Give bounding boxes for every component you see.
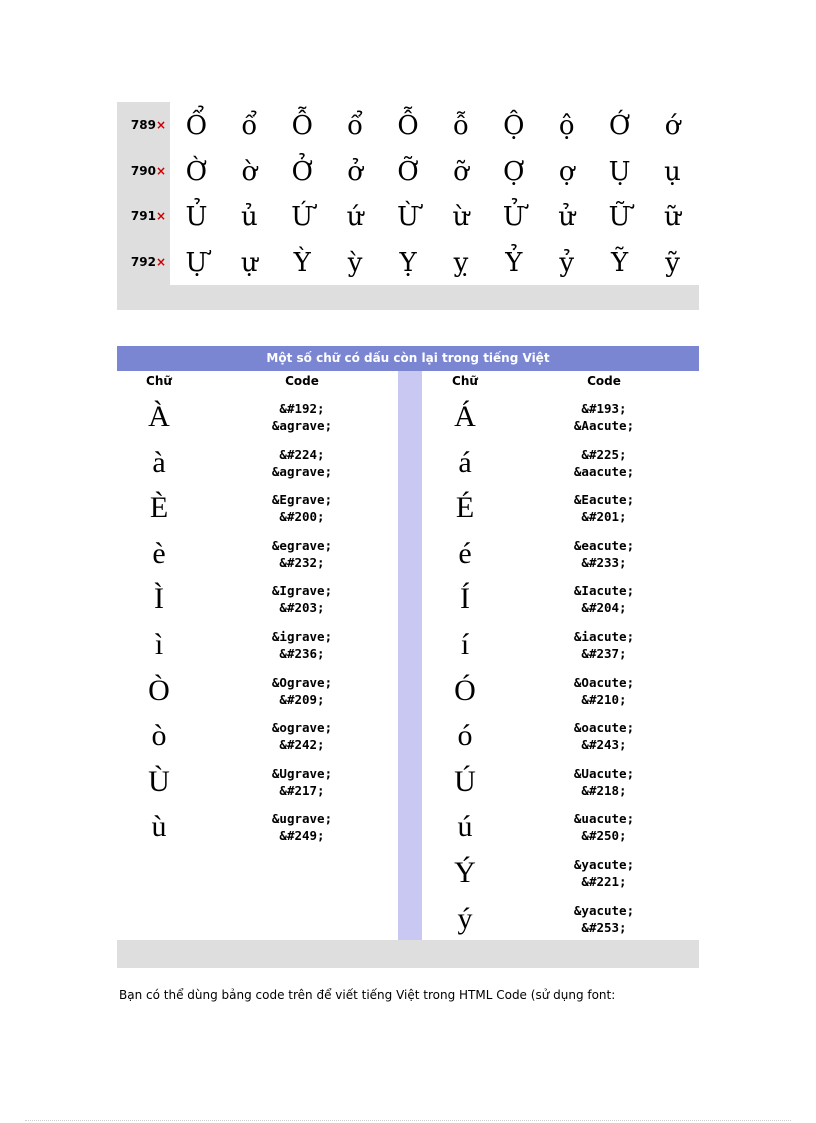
code-entry: &aacute; <box>573 463 635 479</box>
code-entry: &agrave; <box>271 418 333 433</box>
header-code-right: Code <box>587 374 621 388</box>
char-right: ý <box>457 901 473 935</box>
code-entry: &#225; <box>581 446 627 462</box>
grid-row <box>117 102 699 148</box>
row-label <box>117 239 170 285</box>
code-entry: &#221; <box>581 874 627 889</box>
grid-cell: Ử <box>502 202 525 232</box>
grid-cell: Ự <box>185 248 208 278</box>
char-left: È <box>149 491 169 525</box>
code-entry: &#224; <box>279 446 325 462</box>
code-entry: &oacute; <box>573 720 635 736</box>
code-cell-left <box>237 719 367 753</box>
code-cell-right <box>539 628 669 662</box>
code-entry: &igrave; <box>271 629 333 644</box>
code-cell-right <box>539 537 669 571</box>
grid-cell: ổ <box>347 111 364 141</box>
grid-cell: Ỹ <box>611 248 629 278</box>
row-mark: × <box>155 164 166 178</box>
code-cell-right <box>539 582 669 616</box>
grid-cell: Ỡ <box>397 157 419 187</box>
column-divider <box>398 371 422 940</box>
grid-cell: Ớ <box>608 111 631 141</box>
char-left: ò <box>151 719 167 753</box>
grid-cell: Ợ <box>503 157 525 187</box>
code-cell-left <box>237 674 367 708</box>
grid-cell: ụ <box>664 157 681 187</box>
code-entry: &#233; <box>581 554 627 570</box>
header-code-left: Code <box>285 374 319 388</box>
code-cell-left <box>237 400 367 434</box>
grid-cell: ử <box>558 202 576 232</box>
grid-cell: Ỵ <box>399 248 417 278</box>
char-left: ì <box>154 628 164 661</box>
code-cell-right <box>539 400 669 434</box>
code-entry: &#204; <box>581 600 627 616</box>
char-right: Ý <box>454 856 476 889</box>
row-cells <box>170 148 699 194</box>
code-cell-right <box>539 902 669 936</box>
grid-cell: Ỗ <box>397 111 419 141</box>
code-entry: &iacute; <box>573 629 635 644</box>
code-entry: &ograve; <box>271 720 333 736</box>
char-left: Ù <box>148 764 170 798</box>
code-entry: &Uacute; <box>573 765 635 781</box>
grid-cell: ự <box>240 248 258 278</box>
grid-row <box>117 239 699 285</box>
grid-cell: ừ <box>452 202 470 232</box>
row-number: 792 <box>130 255 156 269</box>
code-entry: &egrave; <box>271 537 333 553</box>
char-right: Ó <box>454 673 476 707</box>
grid-cell: ữ <box>664 202 681 232</box>
code-entry: &#243; <box>581 737 627 753</box>
grid-cell: Ỳ <box>293 248 311 278</box>
code-cell-right <box>539 856 669 890</box>
code-entry: &Iacute; <box>573 583 635 599</box>
grid-cell: ỳ <box>347 248 363 278</box>
char-right: Á <box>454 400 476 433</box>
grid-cell: ổ <box>241 111 258 141</box>
row-number: 789 <box>130 118 156 132</box>
code-entry: &#200; <box>279 509 325 525</box>
code-entry: &#242; <box>279 737 325 753</box>
code-entry: &Eacute; <box>573 492 635 508</box>
page-bottom-divider <box>25 1120 791 1121</box>
code-cell-left <box>237 537 367 571</box>
code-entry: &ugrave; <box>271 811 333 827</box>
code-entry: &yacute; <box>573 902 635 918</box>
grid-cell: Ở <box>291 157 313 187</box>
code-cell-left <box>237 582 367 616</box>
code-cell-right <box>539 491 669 525</box>
code-entry: &#253; <box>581 919 627 935</box>
row-label <box>117 193 170 239</box>
char-right: Í <box>460 582 470 616</box>
code-cell-left <box>237 491 367 525</box>
grid-cell: Ữ <box>608 202 631 232</box>
grid-cell: ủ <box>240 202 258 232</box>
grid-row <box>117 148 699 194</box>
code-cell-right <box>539 765 669 799</box>
grid-cell: ở <box>347 157 363 187</box>
code-cell-left <box>237 446 367 480</box>
grid-cell: ờ <box>241 157 258 187</box>
row-mark: × <box>155 118 166 132</box>
grid-cell: ỹ <box>665 248 680 278</box>
char-right: í <box>460 628 470 661</box>
code-cell-right <box>539 810 669 844</box>
grid-cell: ỷ <box>559 248 575 278</box>
char-right: á <box>458 445 472 479</box>
code-cell-left <box>237 810 367 844</box>
code-entry: &#237; <box>581 646 627 661</box>
char-left: à <box>152 445 166 479</box>
footer-text: Bạn có thể dùng bảng code trên để viết tiếng Việt trong HTML Code (sử dụng font: <box>119 988 616 1002</box>
code-entry: &eacute; <box>573 537 635 553</box>
row-label <box>117 102 170 148</box>
row-number: 791 <box>130 209 156 223</box>
char-left: Ò <box>148 673 170 707</box>
code-entry: &#249; <box>279 828 325 844</box>
code-entry: &Egrave; <box>271 492 333 508</box>
header-char-right: Chữ <box>452 374 478 388</box>
code-entry: &Aacute; <box>573 418 635 433</box>
character-grid <box>117 102 699 310</box>
row-cells <box>170 102 699 148</box>
code-entry: &#203; <box>279 600 325 616</box>
code-entry: &Ograve; <box>271 674 333 690</box>
grid-cell: ỵ <box>453 248 469 278</box>
header-char-left: Chữ <box>146 374 172 388</box>
code-entry: &#201; <box>581 509 627 525</box>
char-left: è <box>152 536 166 570</box>
grid-cell: ộ <box>558 111 575 141</box>
vietnamese-chars-table <box>117 346 699 968</box>
code-entry: &#236; <box>279 646 325 661</box>
char-right: É <box>455 491 475 525</box>
table-bottom-strip <box>117 940 699 968</box>
table-title: Một số chữ có dấu còn lại trong tiếng Việt <box>117 346 699 371</box>
code-entry: &#250; <box>581 828 627 844</box>
code-entry: &uacute; <box>573 811 635 827</box>
char-right: ó <box>457 719 473 753</box>
row-cells <box>170 193 699 239</box>
code-entry: &Oacute; <box>573 674 635 690</box>
code-entry: &#217; <box>279 782 325 798</box>
grid-cell: Ỷ <box>505 248 523 278</box>
char-left: ù <box>151 810 167 844</box>
code-entry: &#218; <box>581 782 627 798</box>
grid-cell: Ụ <box>608 157 631 187</box>
code-entry: &#193; <box>581 401 627 416</box>
grid-cell: Ờ <box>185 157 208 187</box>
grid-cell: Ổ <box>185 111 208 141</box>
code-entry: &#209; <box>279 691 325 707</box>
grid-cell: ỡ <box>453 157 469 187</box>
grid-cell: ứ <box>346 202 364 232</box>
grid-cell: Ỗ <box>291 111 313 141</box>
row-mark: × <box>155 209 166 223</box>
grid-cell: Ủ <box>185 202 208 232</box>
char-right: ú <box>457 810 473 844</box>
code-entry: &#232; <box>279 554 325 570</box>
code-entry: &agrave; <box>271 463 333 479</box>
code-cell-left <box>237 765 367 799</box>
grid-cell: ợ <box>558 157 575 187</box>
row-label <box>117 148 170 194</box>
row-mark: × <box>155 255 166 269</box>
char-right: é <box>458 536 472 570</box>
code-entry: &#192; <box>279 401 325 416</box>
code-entry: &yacute; <box>573 857 635 872</box>
code-cell-left <box>237 628 367 662</box>
code-entry: &Igrave; <box>271 583 333 599</box>
char-left: À <box>148 400 170 433</box>
grid-cell: Ứ <box>291 202 314 232</box>
code-cell-right <box>539 719 669 753</box>
code-cell-right <box>539 446 669 480</box>
grid-cell: ỗ <box>452 111 469 141</box>
code-cell-right <box>539 674 669 708</box>
row-number: 790 <box>130 164 156 178</box>
grid-cell: ớ <box>664 111 681 141</box>
row-cells <box>170 239 699 285</box>
char-left: Ì <box>154 582 164 616</box>
code-entry: &Ugrave; <box>271 765 333 781</box>
grid-cell: Ừ <box>397 202 419 232</box>
char-right: Ú <box>454 764 476 798</box>
grid-row <box>117 193 699 239</box>
code-entry: &#210; <box>581 691 627 707</box>
grid-cell: Ộ <box>503 111 525 141</box>
